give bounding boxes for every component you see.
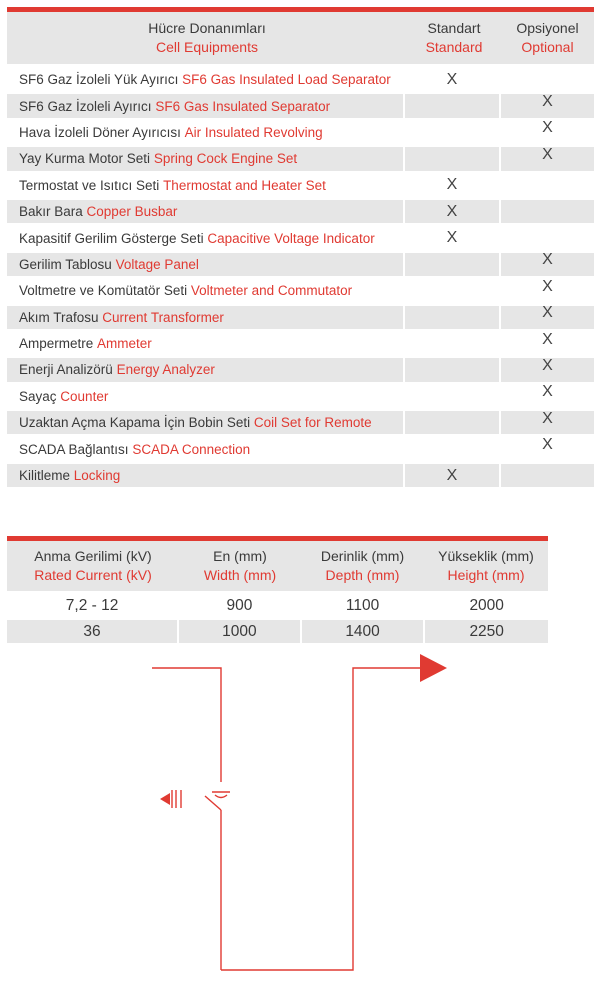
equipment-name-tr: Kapasitif Gerilim Gösterge Seti [19, 230, 204, 246]
header-optional-tr: Opsiyonel [516, 20, 579, 36]
equipment-name-tr: Yay Kurma Motor Seti [19, 151, 151, 167]
equipment-name-en: Spring Cock Engine Set [153, 151, 298, 167]
equipment-name-tr: Hava İzoleli Döner Ayırıcısı [19, 124, 181, 140]
header-equipments-tr: Hücre Donanımları [148, 20, 266, 36]
dims-header-height-en: Height (mm) [447, 567, 525, 583]
optional-mark: X [542, 436, 553, 454]
equipment-name-en: SCADA Connection [132, 441, 251, 457]
optional-mark: X [542, 145, 553, 163]
header-standard-tr: Standart [427, 20, 481, 36]
optional-mark: X [542, 277, 553, 295]
equipment-name-en: Air Insulated Revolving [184, 124, 323, 140]
dims-cell-rated: 7,2 - 12 [65, 596, 119, 614]
dims-header-height-tr: Yükseklik (mm) [438, 548, 534, 564]
equipment-name-en: Voltmeter and Commutator [190, 283, 353, 299]
header-standard-en: Standard [425, 39, 483, 55]
equipment-name-tr: Gerilim Tablosu [19, 256, 112, 272]
dims-cell-height: 2250 [425, 620, 548, 643]
equipment-name-tr: SF6 Gaz İzoleli Ayırıcı [19, 98, 152, 114]
optional-mark: X [542, 251, 553, 269]
dims-cell-rated: 36 [7, 620, 177, 643]
equipment-name-en: Ammeter [97, 336, 152, 352]
optional-mark: X [542, 409, 553, 427]
dims-cell-depth: 1100 [345, 596, 380, 614]
incoming-line [152, 668, 221, 782]
switch-symbol-icon [205, 792, 230, 970]
equipment-name-tr: Termostat ve Isıtıcı Seti [19, 177, 160, 193]
dims-header-depth-tr: Derinlik (mm) [320, 548, 405, 564]
equipment-name-tr: Ampermetre [19, 336, 94, 352]
equipment-name-en: Voltage Panel [115, 256, 199, 272]
equipment-name-en: SF6 Gas Insulated Load Separator [182, 72, 391, 88]
header-equipments-en: Cell Equipments [156, 39, 258, 55]
equipment-name-tr: Bakır Bara [19, 204, 83, 220]
dims-header-width-tr: En (mm) [213, 548, 267, 564]
equipment-name-en: Capacitive Voltage Indicator [207, 230, 375, 246]
equipment-name-en: Counter [60, 388, 109, 404]
equipment-name-tr: SF6 Gaz İzoleli Yük Ayırıcı [19, 72, 179, 88]
optional-mark: X [542, 304, 553, 322]
dims-cell-height: 2000 [469, 596, 504, 614]
equipment-name-en: SF6 Gas Insulated Separator [155, 98, 331, 114]
dims-header-depth-en: Depth (mm) [325, 567, 400, 583]
equipment-name-tr: Akım Trafosu [19, 309, 99, 325]
dims-header-rated-en: Rated Current (kV) [34, 567, 152, 583]
equipment-name-en: Current Transformer [102, 309, 224, 325]
header-optional-en: Optional [521, 39, 574, 55]
optional-mark: X [542, 383, 553, 401]
standard-mark: X [446, 466, 458, 484]
standard-mark: X [446, 202, 458, 220]
equipment-name-tr: SCADA Bağlantısı [19, 441, 129, 457]
equipment-name-tr: Sayaç [19, 388, 57, 404]
optional-mark: X [542, 356, 553, 374]
standard-mark: X [446, 70, 458, 88]
indicator-arrow-icon [160, 793, 170, 805]
outgoing-line [221, 668, 420, 970]
optional-mark: X [542, 93, 553, 111]
equipment-name-en: Copper Busbar [86, 204, 178, 220]
arrow-right-icon [420, 654, 447, 682]
standard-mark: X [446, 176, 458, 194]
dims-header-width-en: Width (mm) [203, 567, 277, 583]
equipment-name-tr: Enerji Analizörü [19, 362, 113, 378]
dims-cell-depth: 1400 [302, 620, 424, 643]
equipment-name-tr: Kilitleme [19, 468, 71, 484]
dims-cell-width: 1000 [179, 620, 300, 643]
optional-mark: X [542, 330, 553, 348]
equipment-name-tr: Voltmetre ve Komütatör Seti [19, 283, 188, 299]
equipment-name-tr: Uzaktan Açma Kapama İçin Bobin Seti [19, 415, 251, 431]
dims-cell-width: 900 [226, 596, 253, 614]
equipment-name-en: Energy Analyzer [116, 362, 215, 378]
standard-mark: X [446, 229, 458, 247]
equipment-name-en: Thermostat and Heater Set [163, 177, 326, 193]
dims-header-rated-tr: Anma Gerilimi (kV) [34, 548, 152, 564]
equipment-name-en: Locking [73, 468, 121, 484]
optional-mark: X [542, 119, 553, 137]
capacitive-indicator-icon [172, 790, 181, 808]
equipment-name-en: Coil Set for Remote [253, 415, 372, 431]
